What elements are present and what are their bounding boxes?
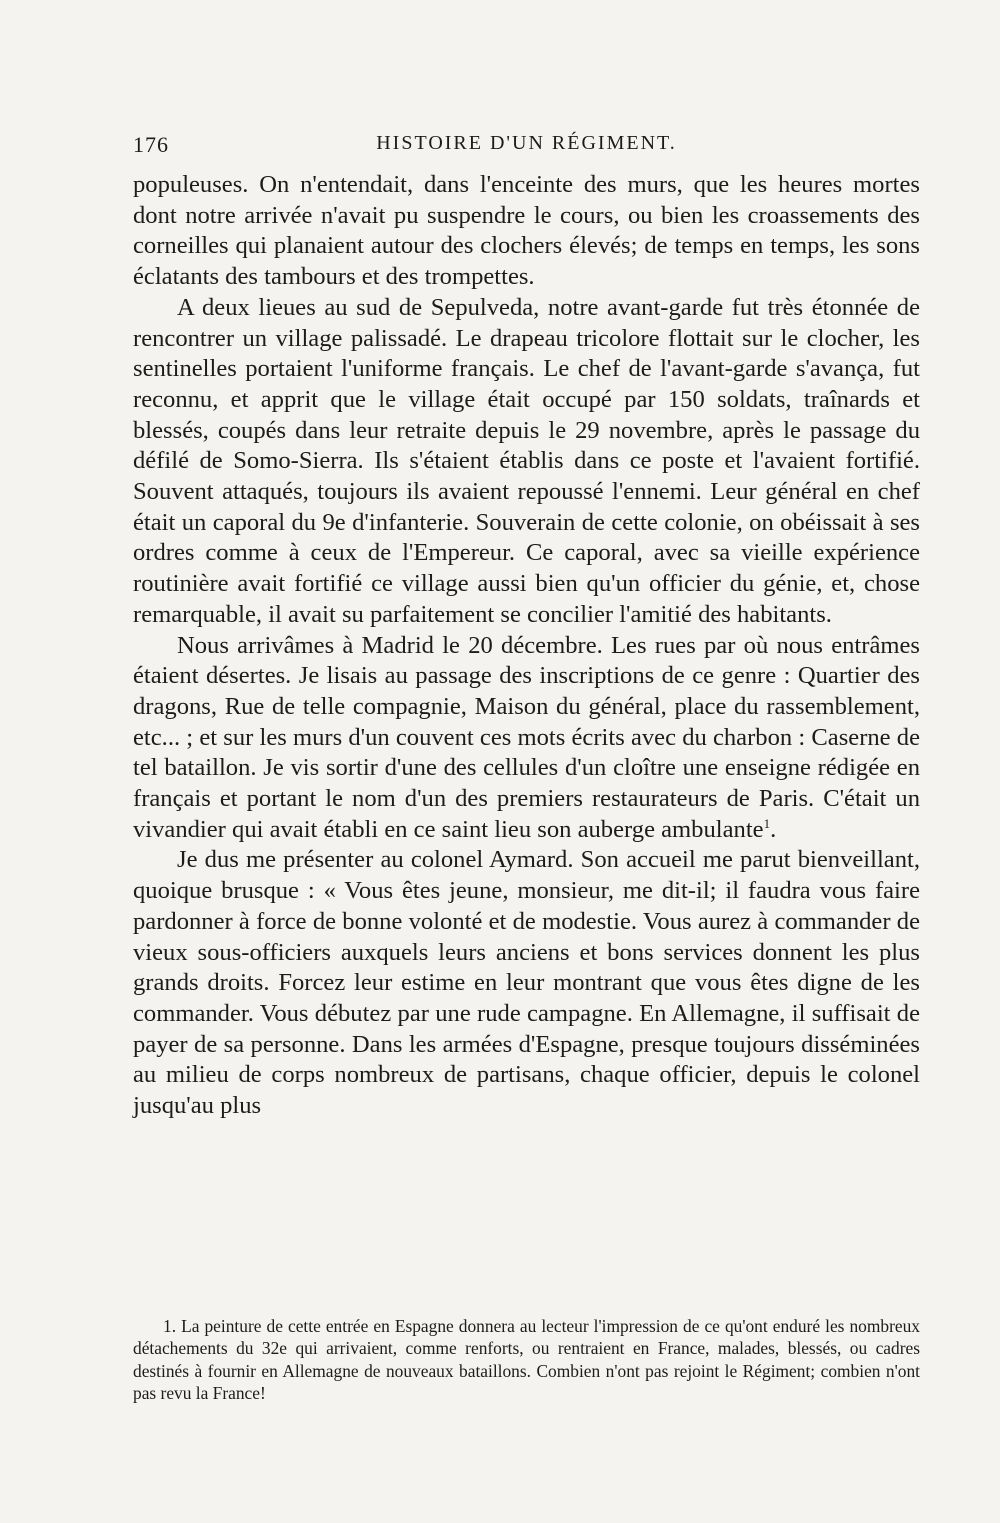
- paragraph-3-text: Nous arrivâmes à Madrid le 20 décembre. Les rues par où nous entrâmes étaient désertes. Je lisais au passage des inscriptions de ce genre : Quartier des dragons, Rue de telle compagnie, Maison du général, place du rassemblement, etc... ; et sur les murs d'un couvent ces mots écrits avec du charbon : Caserne de tel bataillon. Je vis sortir d'une des cellules d'un cloître une enseigne rédigée en français et portant le nom d'un des premiers restaurateurs de Paris. C'était un vivandier qui avait établi en ce saint lieu son auberge ambulante: [133, 631, 920, 843]
- footnote-reference: 1: [763, 815, 771, 831]
- paragraph-2: A deux lieues au sud de Sepulveda, notre avant-garde fut très étonnée de rencontrer un village palissadé. Le drapeau tricolore flottait sur le clocher, les sentinelles portaient l'uniforme français. Le chef de l'avant-garde s'avança, fut reconnu, et apprit que le village était occupé par 150 soldats, traînards et blessés, coupés dans leur retraite depuis le 29 novembre, après le passage du défilé de Somo-Sierra. Ils s'étaient établis dans ce poste et l'avaient fortifié. Souvent attaqués, toujours ils avaient repoussé l'ennemi. Leur général en chef était un caporal du 9e d'infanterie. Souverain de cette colonie, on obéissait à ses ordres comme à ceux de l'Empereur. Ce caporal, avec sa vieille expérience routinière avait fortifié ce village aussi bien qu'un officier du génie, et, chose remarquable, il avait su parfaitement se concilier l'amitié des habitants.: [133, 293, 920, 628]
- body-text: [133, 170, 920, 1122]
- page-header: [133, 132, 920, 162]
- paragraph-4: Je dus me présenter au colonel Aymard. Son accueil me parut bienveillant, quoique brusque : « Vous êtes jeune, monsieur, me dit-il; il faudra vous faire pardonner à force de bonne volonté et de modestie. Vous aurez à commander de vieux sous-officiers auxquels leurs anciens et bons services donnent les plus grands droits. Forcez leur estime en leur montrant que vous êtes digne de les commander. Vous débutez par une rude campagne. En Allemagne, il suffisait de payer de sa personne. Dans les armées d'Espagne, presque toujours disséminées au milieu de corps nombreux de partisans, chaque officier, depuis le colonel jusqu'au plus: [133, 846, 920, 1120]
- paragraph-1: populeuses. On n'entendait, dans l'enceinte des murs, que les heures mortes dont notre arrivée n'avait pu suspendre le cours, ou bien les croassements des corneilles qui planaient autour des clochers élevés; de temps en temps, les sons éclatants des tambours et des trompettes.: [133, 171, 920, 291]
- footnote-1: 1. La peinture de cette entrée en Espagne donnera au lecteur l'impression de ce qu'ont enduré les nombreux détachements du 32e qui arrivaient, comme renforts, ou rentraient en France, malades, blessés, ou cadres destinés à fournir en Allemagne de nouveaux bataillons. Combien n'ont pas rejoint le Régiment; combien n'ont pas revu la France!: [133, 1316, 920, 1404]
- running-title: HISTOIRE D'UN RÉGIMENT.: [376, 132, 677, 154]
- page-number: 176: [133, 132, 169, 157]
- paragraph-3-end: .: [770, 815, 777, 843]
- paragraph-3: [133, 631, 920, 846]
- footnotes: [133, 1315, 920, 1405]
